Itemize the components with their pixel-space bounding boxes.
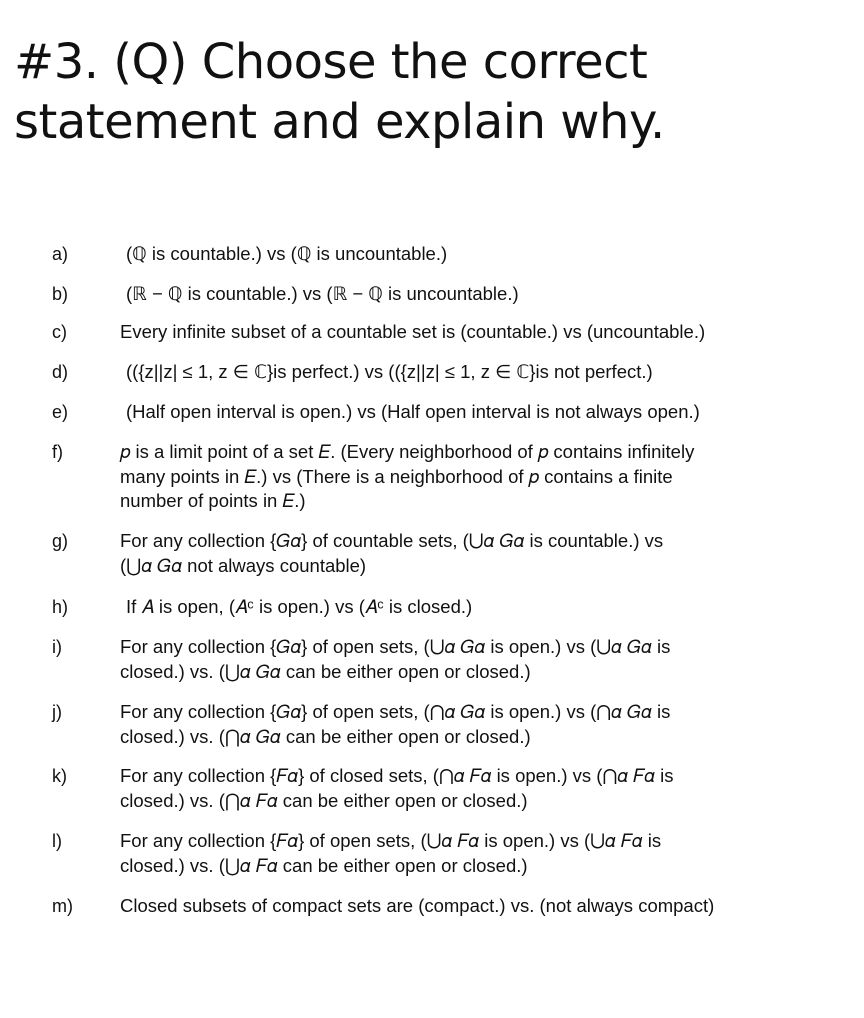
item-text [126,595,826,620]
item-label: f) [52,442,63,462]
item-line: (⋃𝛼 𝐺𝛼 not always countable) [120,554,367,576]
item-line: closed.) vs. (⋂𝛼 𝐹𝛼 can be either open or closed.) [120,789,528,811]
item-text [120,529,820,578]
item-line: Closed subsets of compact sets are (compact.) vs. (not always compact) [120,895,715,916]
item-line: For any collection {𝐹𝛼} of open sets, (⋃𝛼 𝐹𝛼 is open.) vs (⋃𝛼 𝐹𝛼 is [120,830,662,851]
item-line: closed.) vs. (⋂𝛼 𝐺𝛼 can be either open or closed.) [120,725,531,747]
item-line: closed.) vs. (⋃𝛼 𝐺𝛼 can be either open or closed.) [120,660,531,682]
item-label: e) [52,402,69,422]
item-label: d) [52,362,69,382]
item-label: k) [52,766,67,786]
item-label: j) [52,702,62,722]
item-line: (Half open interval is open.) vs (Half open interval is not always open.) [126,401,700,422]
item-line: For any collection {𝐺𝛼} of open sets, (⋃𝛼 𝐺𝛼 is open.) vs (⋃𝛼 𝐺𝛼 is [120,636,671,657]
item-line: For any collection {𝐹𝛼} of closed sets, (⋂𝛼 𝐹𝛼 is open.) vs (⋂𝛼 𝐹𝛼 is [120,765,674,786]
item-text [126,282,826,307]
item-label: i) [52,637,62,657]
item-line: 𝑝 is a limit point of a set 𝐸. (Every neighborhood of 𝑝 contains infinitely [120,441,695,462]
item-text [120,829,820,878]
item-line: number of points in 𝐸.) [120,490,306,511]
item-label: h) [52,597,69,617]
title-line-2: statement and explain why. [14,94,665,150]
title-line-1: #3. (Q) Choose the correct [14,34,648,90]
item-label: b) [52,284,69,304]
item-text [126,400,826,425]
item-line: Every infinite subset of a countable set is (countable.) vs (uncountable.) [120,321,706,342]
item-text [126,360,826,385]
item-line: closed.) vs. (⋃𝛼 𝐹𝛼 can be either open or closed.) [120,854,528,876]
item-line: (ℝ − ℚ is countable.) vs (ℝ − ℚ is uncountable.) [126,283,519,304]
item-line: (ℚ is countable.) vs (ℚ is uncountable.) [126,243,448,264]
item-line: For any collection {𝐺𝛼} of open sets, (⋂𝛼 𝐺𝛼 is open.) vs (⋂𝛼 𝐺𝛼 is [120,701,671,722]
item-text [126,242,826,267]
item-label: m) [52,896,73,916]
page-title [14,32,665,152]
item-text [120,764,820,813]
item-text [120,635,820,684]
item-line: For any collection {𝐺𝛼} of countable sets, (⋃𝛼 𝐺𝛼 is countable.) vs [120,530,664,551]
item-text [120,320,820,345]
item-text [120,894,820,919]
item-label: a) [52,244,69,264]
item-line: many points in 𝐸.) vs (There is a neighborhood of 𝑝 contains a finite [120,465,673,487]
item-line: If 𝐴 is open, (𝐴ᶜ is open.) vs (𝐴ᶜ is closed.) [126,596,473,617]
item-text [120,700,820,749]
item-line: (({z||z| ≤ 1, z ∈ ℂ}is perfect.) vs (({z||z| ≤ 1, z ∈ ℂ}is not perfect.) [126,361,653,382]
item-label: l) [52,831,62,851]
item-label: g) [52,531,69,551]
item-label: c) [52,322,67,342]
item-text [120,440,820,514]
